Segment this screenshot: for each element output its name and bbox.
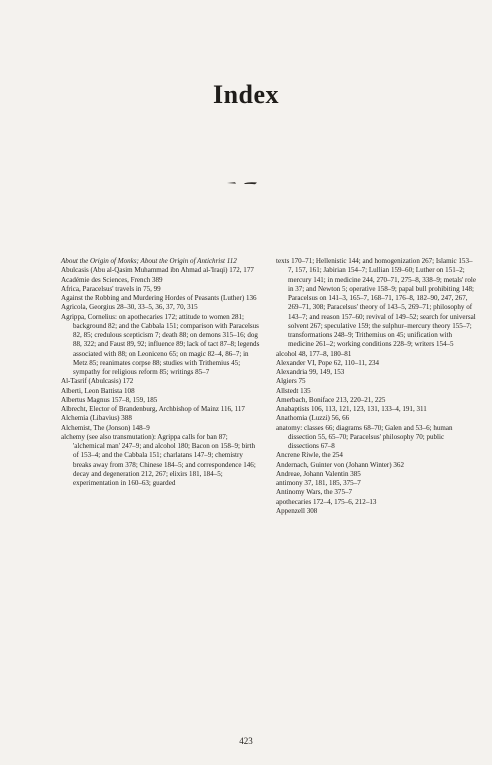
- index-entry: Abulcasis (Abu al-Qasim Muhammad ibn Ahmad al-'Iraqi) 172, 177: [61, 266, 254, 275]
- index-entry: Alexander VI, Pope 62, 110–11, 234: [276, 358, 380, 367]
- index-entry: Agrippa, Cornelius: on apothecaries 172; attitude to women 281; background 82; and the Cabbala 151; comparison with Paracelsus 82, 85; credulous scepticism 7; death 88; on demons 315–16; dog 88, 322; and Faust 89, 92; influence 89; lack of tact 87–8; legends associated with 88; on Leoniceno 65; on magic 82–4, 86–7; in Metz 85; reanimates corpse 88; studies with Trithemius 45; sympathy for religious reform 85; writings 85–7: [61, 312, 260, 376]
- index-entry: Africa, Paracelsus' travels in 75, 99: [61, 284, 161, 293]
- index-entry: apothecaries 172–4, 175–6, 212–13: [276, 497, 377, 506]
- index-entry: anatomy: classes 66; diagrams 68–70; Galen and 53–6; human dissection 55, 65–70; Paracelsus' philosophy 70; public dissections 67–8: [276, 423, 453, 450]
- index-entry: alcohol 48, 177–8, 180–81: [276, 349, 352, 358]
- index-entry: Ancrene Riwle, the 254: [276, 451, 343, 460]
- index-entry: Al-Tasrif (Abulcasis) 172: [61, 377, 134, 386]
- index-entry: Albrecht, Elector of Brandenburg, Archbishop of Mainz 116, 117: [61, 405, 245, 413]
- index-entry: antimony 37, 181, 185, 375–7: [276, 479, 361, 487]
- index-entry: Agricola, Georgius 28–30, 33–5, 36, 37, 70, 315: [61, 303, 198, 312]
- index-entry: Algiers 75: [276, 377, 306, 386]
- index-column-left: [61, 257, 261, 488]
- index-entry: About the Origin of Monks; About the Origin of Antichrist 112: [61, 257, 237, 265]
- index-entry: Amerbach, Boniface 213, 220–21, 225: [276, 395, 386, 404]
- index-entry: Anathomia (Luzzi) 56, 66: [276, 414, 350, 423]
- index-entry: Against the Robbing and Murdering Hordes of Peasants (Luther) 136: [61, 294, 257, 302]
- index-entry: Alexandria 99, 149, 153: [276, 368, 345, 376]
- index-column-right: [276, 257, 476, 516]
- index-entry: Allstedt 135: [276, 386, 311, 395]
- index-entry: Alchemist, The (Jonson) 148–9: [61, 423, 150, 432]
- index-entry: Andernach, Guinter von (Johann Winter) 362: [276, 460, 404, 469]
- index-entry: Appenzell 308: [276, 506, 318, 515]
- index-entry: Albertus Magnus 157–8, 159, 185: [61, 395, 158, 404]
- index-entry: texts 170–71; Hellenistic 144; and homogenization 267; Islamic 153–7, 157, 161; Jabirian 154–7; Lullian 159–60; Luther on 151–2; mercury 141; in medicine 244, 270–71, 275–8, 338–9; metals' role in 37; and Newton 5; operative 158–9; papal bull prohibiting 148; Paracelsus on 141–3, 165–7, 168–71, 176–8, 182–90, 247, 267, 269–71, 308; Paracelsus' theory of 143–5, 269–71; philosophy of 143–7; and reason 157–60; revival of 149–52; search for universal solvent 267; speculative 159; the sulphur–mercury theory 155–7; transformations 248–9; Trithemius on 45; unification with medicine 261–2; working conditions 228–9; writers 154–5: [276, 257, 476, 349]
- index-entry: Alberti, Leon Battista 108: [61, 386, 135, 395]
- page-number: 423: [239, 736, 253, 746]
- index-entry: Antinomy Wars, the 375–7: [276, 488, 353, 497]
- page-title: Index: [212, 80, 280, 109]
- index-entry: Anabaptists 106, 113, 121, 123, 131, 133–4, 191, 311: [276, 405, 427, 413]
- index-entry: alchemy (see also transmutation): Agrippa calls for ban 87; 'alchemical man' 247–9; and alcohol 180; Bacon on 158–9; birth of 153–4; and the Cabbala 151; charlatans 147–9; chemistry breaks away from 378; Chinese 184–5; and correspondence 146; decay and degeneration 212, 267; elixirs 181, 184–5; experimentation in 160–63; guarded: [61, 432, 256, 487]
- index-entry: Académie des Sciences, French 389: [61, 275, 163, 284]
- index-entry: Andreae, Johann Valentin 385: [276, 469, 361, 478]
- index-entry: Alchemia (Libavius) 388: [61, 414, 132, 423]
- ornament-icon: [226, 180, 266, 186]
